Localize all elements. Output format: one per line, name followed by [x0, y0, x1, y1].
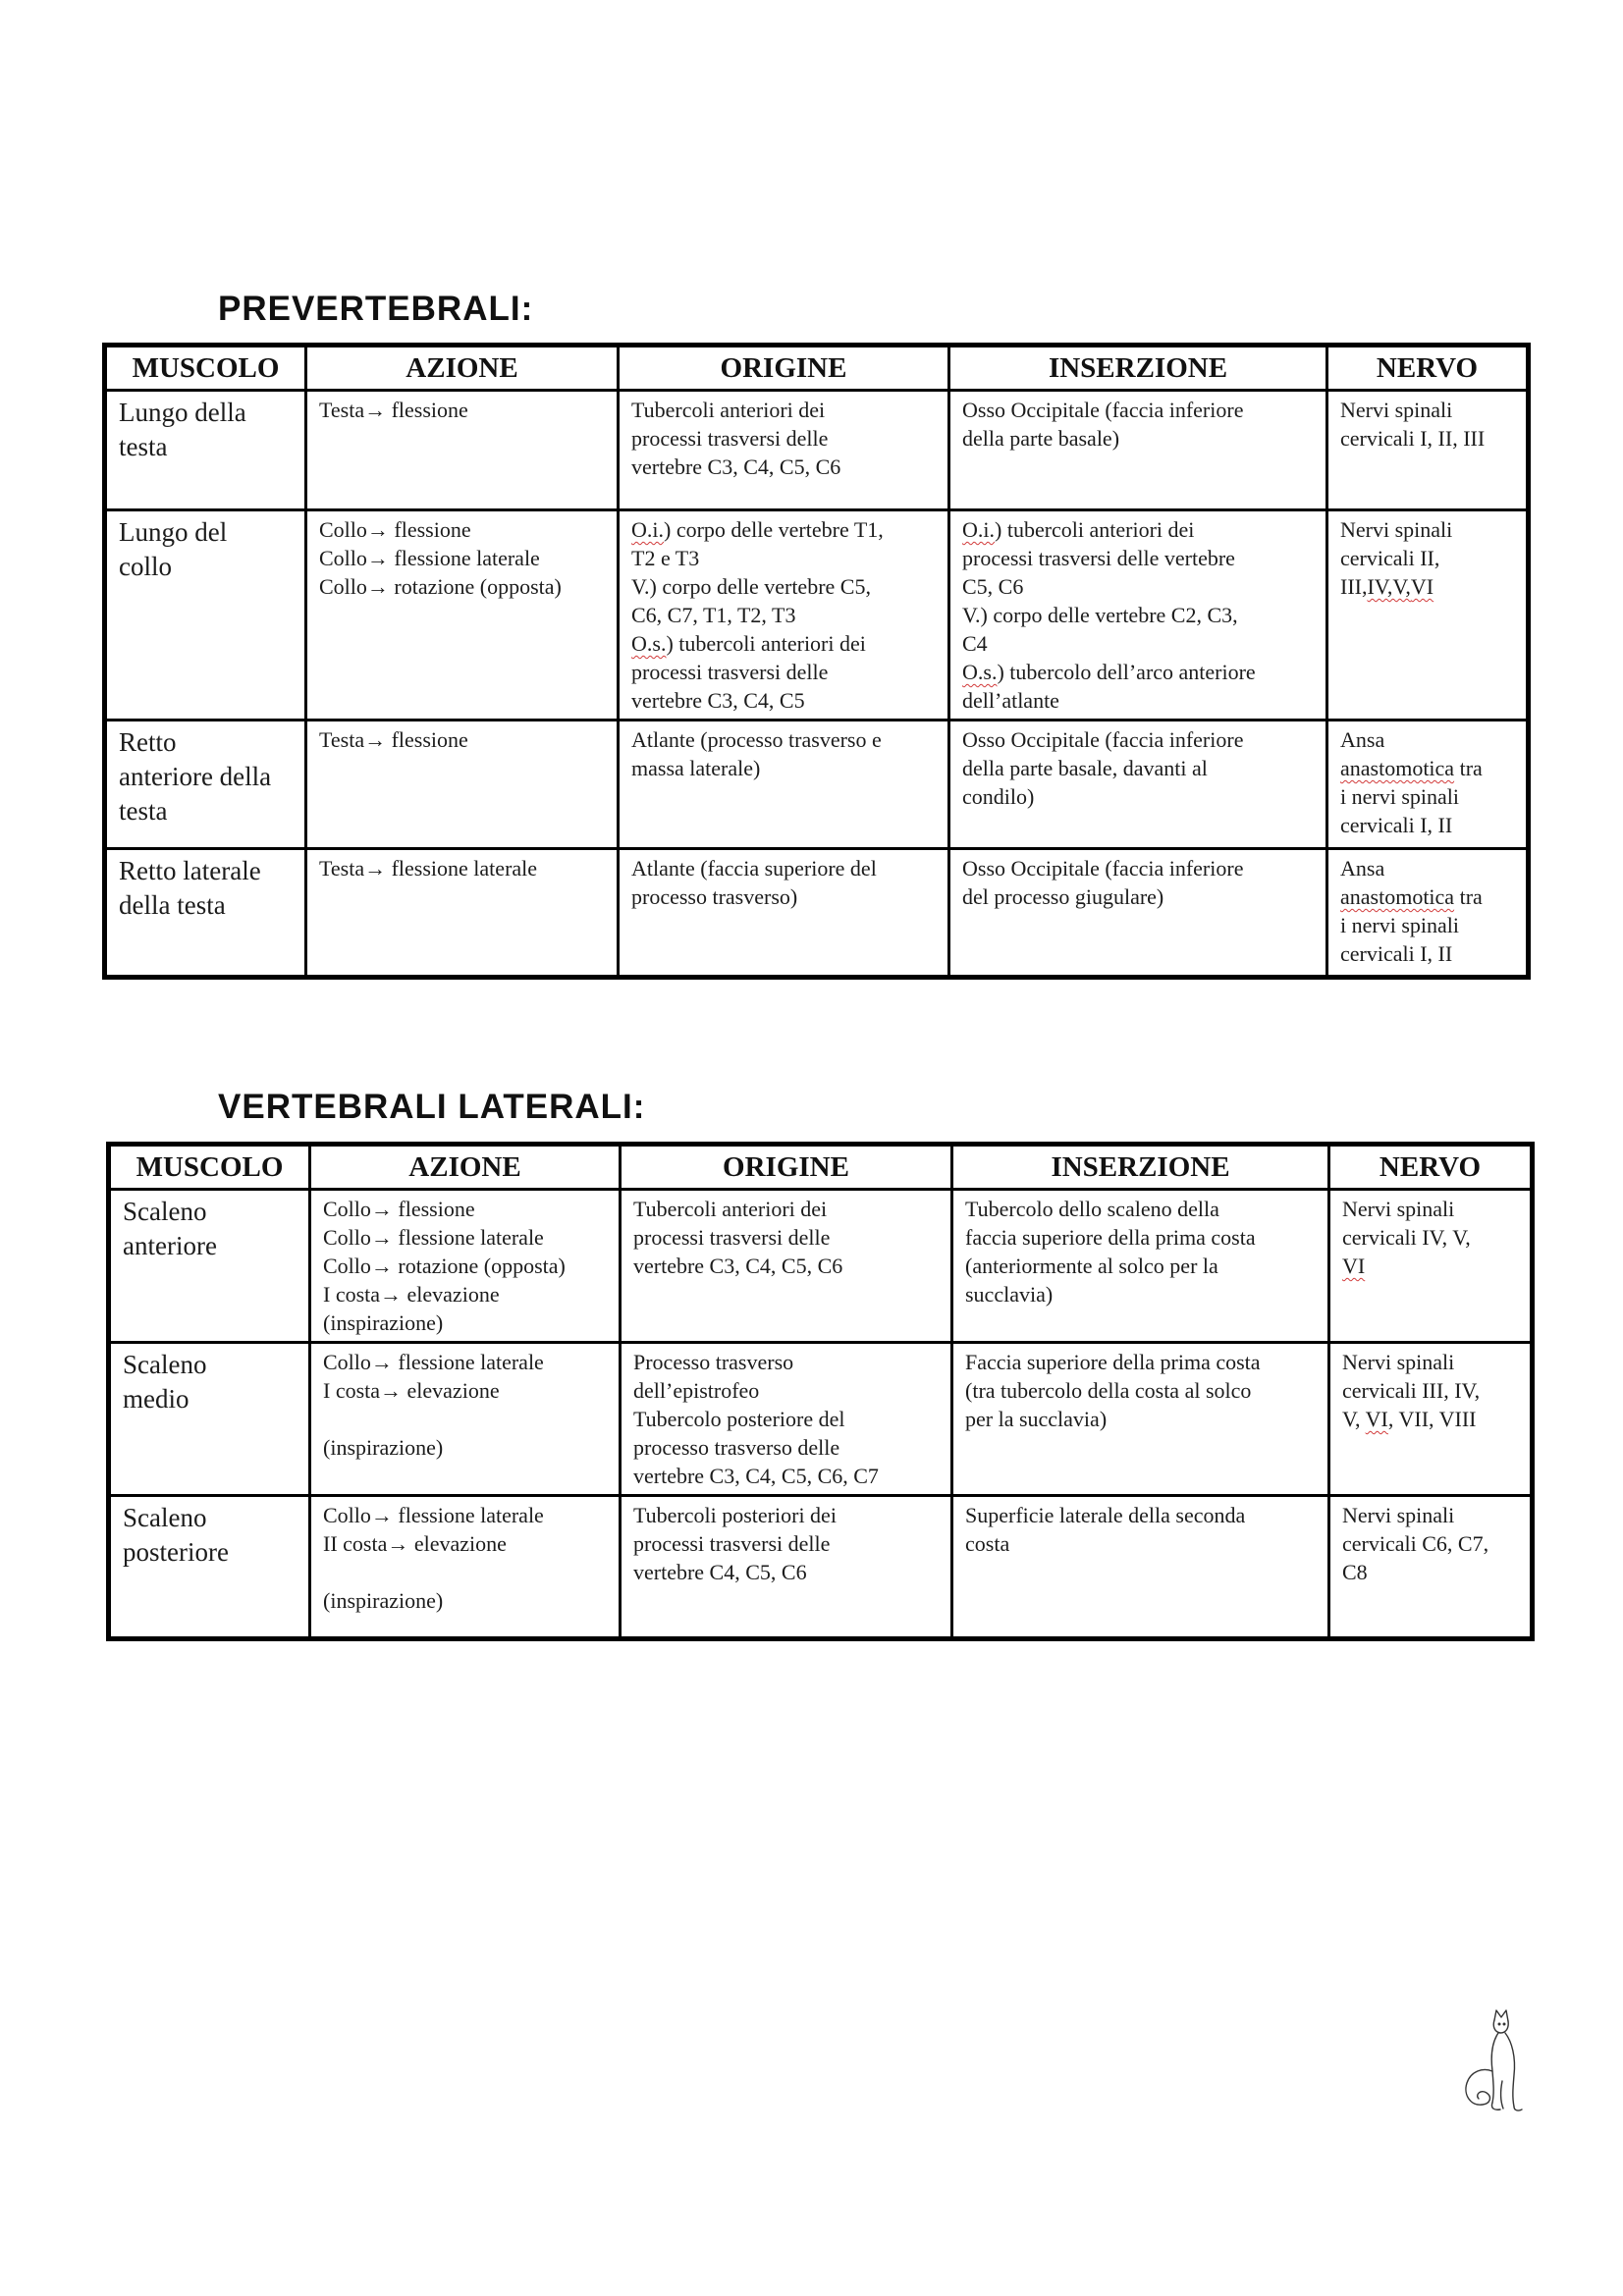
header-muscolo: MUSCOLO	[109, 1145, 310, 1190]
table-header-row	[109, 1145, 1533, 1190]
cell-muscolo: Scaleno posteriore	[109, 1496, 310, 1639]
cell-nervo: Nervi spinali cervicali I, II, III	[1327, 391, 1529, 510]
cell-origine: Tubercoli anteriori dei processi trasversi delle vertebre C3, C4, C5, C6	[619, 391, 949, 510]
cell-muscolo: Lungo della testa	[105, 391, 306, 510]
table-row	[105, 849, 1529, 978]
cell-azione: Testa→ flessione laterale	[306, 849, 619, 978]
cell-inserzione: Faccia superiore della prima costa (tra tubercolo della costa al solco per la succlavia)	[952, 1343, 1329, 1496]
table-row	[105, 510, 1529, 721]
cell-muscolo: Retto anteriore della testa	[105, 721, 306, 849]
header-origine: ORIGINE	[619, 346, 949, 391]
cell-inserzione: Tubercolo dello scaleno della faccia superiore della prima costa (anteriormente al solco per la succlavia)	[952, 1190, 1329, 1343]
table-vertebrali-laterali	[106, 1142, 1535, 1641]
cell-azione: Collo→ flessione laterale I costa→ elevazione (inspirazione)	[310, 1343, 621, 1496]
table-header-row	[105, 346, 1529, 391]
cat-logo-icon	[1443, 2002, 1532, 2120]
cell-inserzione: Osso Occipitale (faccia inferiore del processo giugulare)	[949, 849, 1327, 978]
cell-muscolo: Retto laterale della testa	[105, 849, 306, 978]
header-nervo: NERVO	[1327, 346, 1529, 391]
table-row	[109, 1496, 1533, 1639]
cell-muscolo: Lungo del collo	[105, 510, 306, 721]
cell-nervo: Nervi spinali cervicali II, III,IV,V,VI	[1327, 510, 1529, 721]
cell-azione: Collo→ flessione Collo→ flessione laterale Collo→ rotazione (opposta) I costa→ elevazione (inspirazione)	[310, 1190, 621, 1343]
cell-origine: Atlante (faccia superiore del processo trasverso)	[619, 849, 949, 978]
table-row	[109, 1190, 1533, 1343]
cell-origine: Tubercoli posteriori dei processi trasversi delle vertebre C4, C5, C6	[621, 1496, 952, 1639]
cell-azione: Collo→ flessione laterale II costa→ elevazione (inspirazione)	[310, 1496, 621, 1639]
cell-azione: Collo→ flessione Collo→ flessione laterale Collo→ rotazione (opposta)	[306, 510, 619, 721]
section-title-vertebrali-laterali: VERTEBRALI LATERALI:	[218, 1088, 646, 1126]
cell-inserzione: Osso Occipitale (faccia inferiore della parte basale, davanti al condilo)	[949, 721, 1327, 849]
table-row	[105, 391, 1529, 510]
cell-nervo: Ansa anastomotica tra i nervi spinali cervicali I, II	[1327, 849, 1529, 978]
table-prevertebrali	[102, 343, 1531, 980]
cell-origine: Processo trasverso dell’epistrofeo Tubercolo posteriore del processo trasverso delle vertebre C3, C4, C5, C6, C7	[621, 1343, 952, 1496]
cell-muscolo: Scaleno anteriore	[109, 1190, 310, 1343]
cell-azione: Testa→ flessione	[306, 721, 619, 849]
table-row	[109, 1343, 1533, 1496]
section-title-prevertebrali: PREVERTEBRALI:	[218, 290, 534, 328]
cell-origine: Tubercoli anteriori dei processi trasversi delle vertebre C3, C4, C5, C6	[621, 1190, 952, 1343]
header-inserzione: INSERZIONE	[952, 1145, 1329, 1190]
cell-origine: O.i.) corpo delle vertebre T1, T2 e T3 V.) corpo delle vertebre C5, C6, C7, T1, T2, T3 O.s.) tubercoli anteriori dei processi trasversi delle vertebre C3, C4, C5	[619, 510, 949, 721]
header-nervo: NERVO	[1329, 1145, 1533, 1190]
cell-inserzione: O.i.) tubercoli anteriori dei processi trasversi delle vertebre C5, C6 V.) corpo delle vertebre C2, C3, C4 O.s.) tubercolo dell’arco anteriore dell’atlante	[949, 510, 1327, 721]
header-azione: AZIONE	[310, 1145, 621, 1190]
header-muscolo: MUSCOLO	[105, 346, 306, 391]
header-azione: AZIONE	[306, 346, 619, 391]
cell-nervo: Nervi spinali cervicali III, IV, V, VI, VII, VIII	[1329, 1343, 1533, 1496]
table-row	[105, 721, 1529, 849]
cell-origine: Atlante (processo trasverso e massa laterale)	[619, 721, 949, 849]
cell-inserzione: Osso Occipitale (faccia inferiore della parte basale)	[949, 391, 1327, 510]
cell-nervo: Ansa anastomotica tra i nervi spinali cervicali I, II	[1327, 721, 1529, 849]
cell-muscolo: Scaleno medio	[109, 1343, 310, 1496]
cell-nervo: Nervi spinali cervicali IV, V, VI	[1329, 1190, 1533, 1343]
cell-nervo: Nervi spinali cervicali C6, C7, C8	[1329, 1496, 1533, 1639]
header-origine: ORIGINE	[621, 1145, 952, 1190]
cell-inserzione: Superficie laterale della seconda costa	[952, 1496, 1329, 1639]
header-inserzione: INSERZIONE	[949, 346, 1327, 391]
cell-azione: Testa→ flessione	[306, 391, 619, 510]
